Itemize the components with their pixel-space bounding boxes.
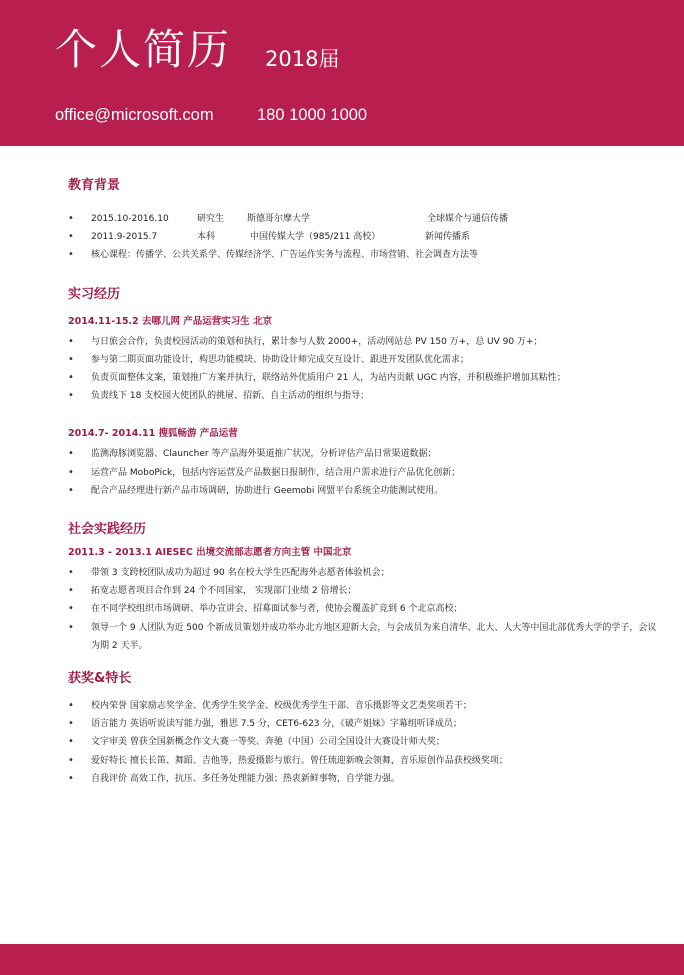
list-item: • 文字审美 曾获全国新概念作文大赛一等奖、奔驰（中国）公司全国设计大赛设计师大奖；	[68, 733, 658, 751]
list-item: • 自我评价 高效工作，抗压、多任务处理能力强；热衷新鲜事物，自学能力强。	[68, 770, 658, 788]
list-item: • 负责线下 18 支校园大使团队的挑屉、招新、自主活动的组织与指导；	[68, 387, 658, 405]
list-item: • 监测海豚浏览器、Clauncher 等产品海外渠道推广状况，分析评估产品日常渠道数据；	[68, 445, 658, 463]
awards-list	[68, 697, 658, 788]
list-item: • 与日旅会合作，负责校园活动的策划和执行，累计参与人数 2000+，活动网站总 PV 150 万+，总 UV 90 万+；	[68, 333, 658, 351]
education-courses: • 核心课程：传播学、公共关系学、传媒经济学、广告运作实务与流程、市场营销、社会调查方法等	[68, 246, 658, 264]
awards-section-title: 获奖&特长	[68, 671, 132, 687]
education-major: 新闻传播系	[425, 232, 471, 243]
resume-title: 个人简历	[55, 25, 232, 74]
list-item: • 领导一个 9 人团队为近 500 个新成员策划并成功举办北方地区迎新大会，与会成员为来自清华、北大、人大等中国北部优秀大学的学子，会议为期 2 天半。	[68, 619, 658, 655]
list-item: • 参与第二期页面功能设计，构思功能模块、协助设计师完成交互设计、跟进开发团队优化需求；	[68, 351, 658, 369]
education-degree: 本科	[197, 232, 216, 243]
list-item: • 带领 3 支跨校团队成功为超过 90 名在校大学生匹配海外志愿者体验机会；	[68, 564, 658, 582]
list-item: • 在不同学校组织市场调研、举办宣讲会、招募面试参与者，使协会覆盖扩竞到 6 个北京高校；	[68, 600, 658, 618]
education-date: 2011.9-2015.7	[91, 232, 158, 243]
job-heading: 2014.11-15.2 去哪儿网 产品运营实习生 北京	[68, 315, 273, 327]
list-item: • 负责页面整体文案，策划推广方案并执行，联络站外优质用户 21 人，为站内贡献 UGC 内容，并积极维护增加其粘性；	[68, 369, 658, 387]
list-item: • 爱好特长 擅长长笛、舞蹈、吉他等，热爱摄影与旅行。曾任琉迎新晚会领舞，音乐原创作品获校级奖项；	[68, 752, 658, 770]
education-section-title: 教育背景	[68, 178, 121, 193]
job-heading: 2014.7- 2014.11 搜狐畅游 产品运营	[68, 428, 238, 440]
education-school: 斯德哥尔摩大学	[247, 214, 311, 224]
education-school: 中国传媒大学（985/211 高校）	[250, 232, 381, 243]
resume-body	[68, 176, 658, 788]
list-item: • 拓宽志愿者项目合作到 24 个不同国家， 实现部门业绩 2 倍增长；	[68, 582, 658, 600]
list-item: • 运营产品 MoboPick，包括内容运营及产品数据日报制作，结合用户需求进行产品优化创新；	[68, 464, 658, 482]
job-duties-list	[68, 445, 658, 500]
graduation-year: 2018届	[265, 47, 340, 71]
header-banner	[0, 0, 684, 146]
education-row	[68, 228, 658, 246]
footer-bar	[0, 944, 684, 975]
list-item: • 校内荣誉 国家励志奖学金、优秀学生奖学金、校级优秀学生干部、音乐摄影等文艺类奖项若干；	[68, 697, 658, 715]
list-item: • 配合产品经理进行新产品市场调研，协助进行 Geemobi 网盟平台系统全功能测试使用。	[68, 482, 658, 500]
education-list	[68, 210, 658, 265]
education-date: 2015.10-2016.10	[91, 214, 169, 224]
practice-heading: 2011.3 - 2013.1 AIESEC 出境交流部志愿者方向主管 中国北京	[68, 547, 352, 559]
list-item: • 语言能力 英语听说读写能力强，雅思 7.5 分，CET6-623 分，《破产姐妹》字幕组听译成员；	[68, 715, 658, 733]
practice-list	[68, 564, 658, 655]
education-degree: 研究生	[197, 214, 225, 224]
practice-section-title: 社会实践经历	[68, 522, 147, 538]
education-row	[68, 210, 658, 228]
job-duties-list	[68, 333, 658, 406]
education-major: 全球媒介与通信传播	[427, 214, 509, 224]
internship-section-title: 实习经历	[68, 286, 121, 302]
email-address[interactable]: office@microsoft.com	[55, 106, 214, 124]
phone-number: 180 1000 1000	[257, 106, 368, 124]
